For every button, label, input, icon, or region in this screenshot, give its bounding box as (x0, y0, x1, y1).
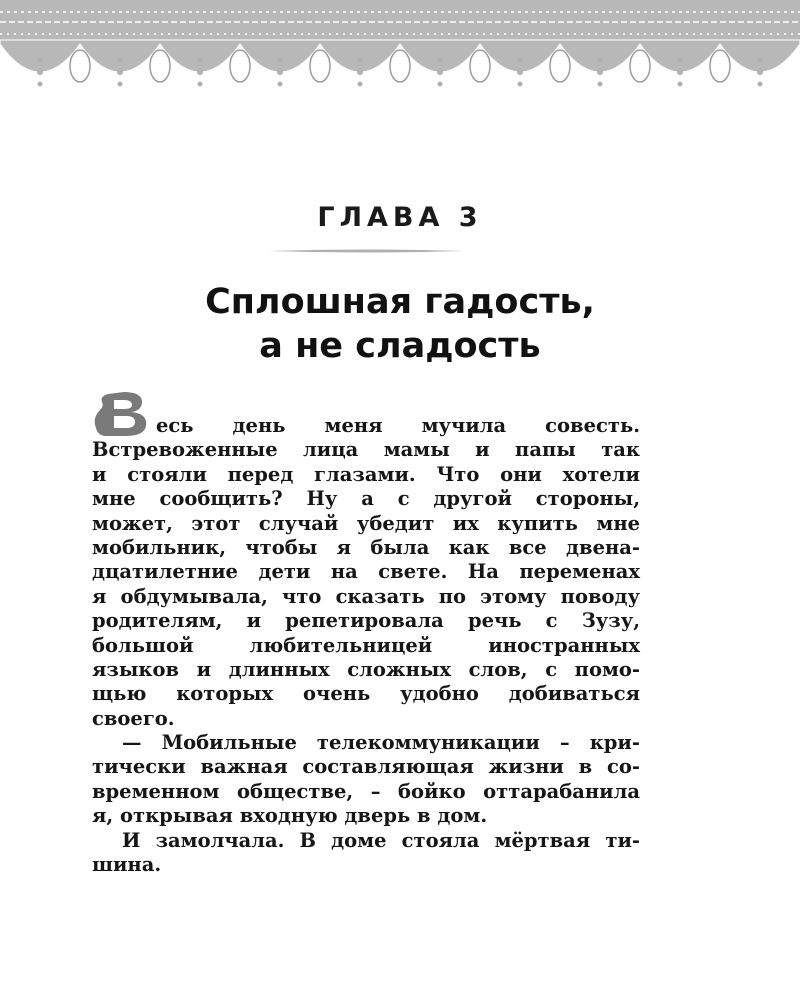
text-line: есь день меня мучила совесть. (156, 414, 640, 437)
chapter-title (0, 280, 800, 368)
text-line: родителям, и репетировала речь с Зузу, (92, 609, 640, 633)
text-line: дцатилетние дети на свете. На переменах (92, 560, 640, 584)
text-line: — Мобильные телекоммуникации – кри- (122, 731, 640, 755)
text-line: большой любительницей иностранных (92, 633, 640, 657)
text-line: и стояли перед глазами. Что они хотели (92, 462, 640, 486)
text-line: я обдумывала, что сказать по этому поводу (92, 584, 640, 608)
text-line: я, открывая входную дверь в дом. (92, 804, 488, 828)
text-line: тически важная составляющая жизни в со- (92, 755, 640, 779)
text-line: временном обществе, – бойко оттарабанила (92, 779, 640, 803)
text-line: шина. (92, 853, 162, 877)
text-line: мне сообщить? Ну а с другой стороны, (92, 487, 640, 511)
text-line: И замолчала. В доме стояла мёртвая ти- (122, 828, 640, 852)
text-line: Встревоженные лица мамы и папы так (92, 438, 640, 462)
title-divider (268, 248, 464, 254)
lace-ornament (0, 0, 800, 110)
chapter-body (92, 414, 640, 877)
text-line: своего. (92, 706, 175, 730)
dropcap-letter (90, 388, 152, 438)
text-line: щью которых очень удобно добиваться (92, 682, 640, 706)
chapter-title-line-1: Сплошная гадость, (205, 282, 595, 322)
text-line: может, этот случай убедит их купить мне (92, 511, 640, 535)
first-line-row (92, 414, 640, 438)
text-line: языков и длинных сложных слов, с помо- (92, 657, 640, 681)
chapter-number: ГЛАВА 3 (317, 202, 483, 233)
text-line: мобильник, чтобы я была как все двена- (92, 535, 640, 559)
chapter-title-line-2: а не сладость (259, 326, 541, 366)
